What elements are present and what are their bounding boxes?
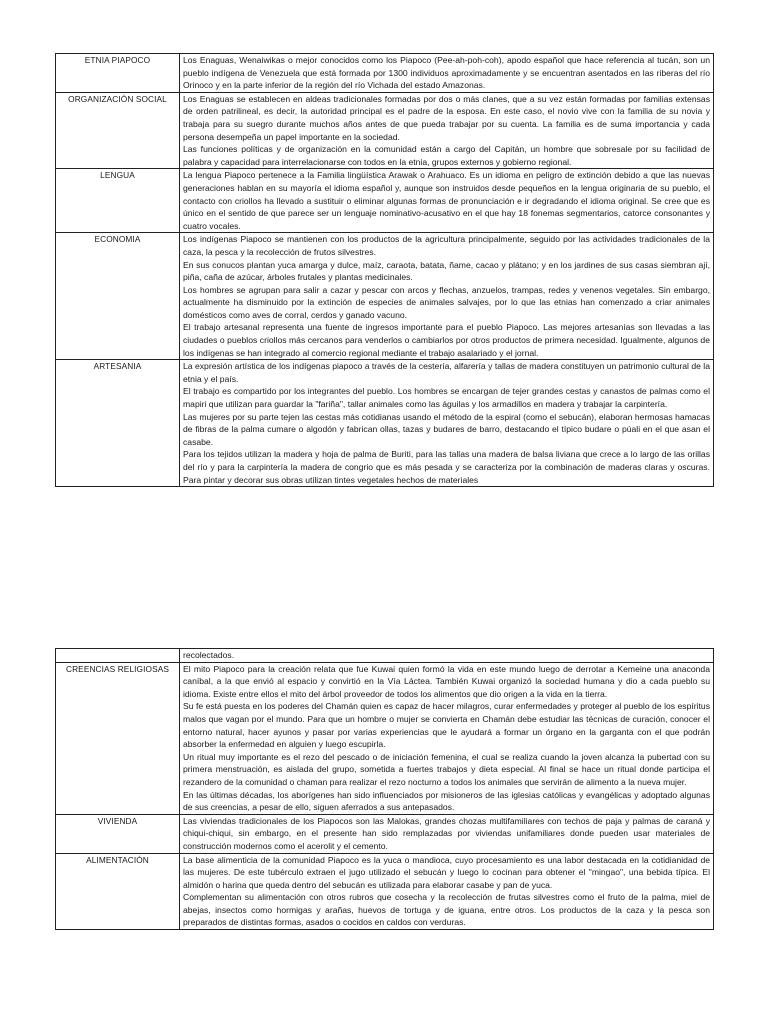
content-paragraph: Para los tejidos utilizan la madera y hoja de palma de Buriti, para las tallas una madera de balsa liviana que crece a lo largo de las orillas del río y para la carpintería la madera de congrio que es más pesada y se caracteriza por la combinación de maderas claras y oscuras. Para pintar y decorar sus obras utilizan tintes vegetales hechos de materiales	[183, 449, 710, 485]
row-label: CREENCIAS RELIGIOSAS	[56, 662, 180, 814]
content-paragraph: Las viviendas tradicionales de los Piapocos son las Malokas, grandes chozas multifamiliares con techos de paja y palmas de caraná y chiqui-chiqui, sin embargo, en el presente han sido remplazadas por viviendas unifamiliares donde pueden usar materiales de construcción modernos como el acerolit y el cemento.	[183, 815, 710, 851]
row-label: ALIMENTACIÓN	[56, 853, 180, 930]
content-paragraph: Los indígenas Piapoco se mantienen con los productos de la agricultura principalmente, seguido por las actividades tradicionales de la caza, la pesca y la recolección de frutos silvestres.	[183, 234, 710, 257]
content-paragraph: Un ritual muy importante es el rezo del pescado o de iniciación femenina, el cual se realiza cuando la joven alcanza la pubertad con su primera menstruación, es aislada del grupo, sometida a fuertes trabajos y dieta especial. Al final se hace un ritual donde participa el rezandero de la comunidad o chaman para realizar el rezo nocturno a todos los animales que servirán de alimento a la nueva mujer.	[183, 751, 710, 787]
row-label: ARTESANIA	[56, 360, 180, 487]
content-paragraph: Las mujeres por su parte tejen las cestas más cotidianas usando el método de la espiral (como el sebucán), elaboran hermosas hamacas de fibras de la palma cumare o algodón y fabrican ollas, tazas y budares de barro, destacando el típico budare o púali en el que asan el casabe.	[183, 411, 710, 447]
page1-table	[55, 53, 714, 487]
content-paragraph: En sus conucos plantan yuca amarga y dulce, maíz, caraota, batata, ñame, cacao y plátano; y en los jardines de sus casas siembran ají, piña, caña de azúcar, árboles frutales y plantas medicinales.	[183, 259, 710, 283]
row-content	[180, 814, 714, 853]
table-row-alimentacion	[56, 853, 714, 930]
row-content	[180, 853, 714, 930]
content-paragraph: recolectados.	[183, 650, 235, 660]
row-content	[180, 92, 714, 169]
row-label: ECONOMIA	[56, 233, 180, 360]
content-paragraph: En las últimas décadas, los aborígenes han sido influenciados por misioneros de las iglesias católicas y evangélicas y adoptado algunas de sus creencias, a pesar de ello, siguen aferrados a sus antepasados.	[183, 789, 710, 813]
content-paragraph: Las funciones políticas y de organización en la comunidad están a cargo del Capitán, un hombre que sobresale por su facilidad de palabra y capacidad para interrelacionarse con todos en la etnia, grupos externos y gobierno regional.	[183, 144, 710, 167]
content-paragraph: La lengua Piapoco pertenece a la Familia lingüística Arawak o Arahuaco. Es un idioma en peligro de extinción debido a que las nuevas generaciones hablan en su mayoría el idioma español y, aunque son instruidos desde pequeños en la lengua originaria de su pueblo, el contacto con criollos ha llevado a sustituir o eliminar algunas formas de pronunciación e ir degradando el idioma original. Se cree que es único en el sentido de que parece ser un lenguaje nominativo-acusativo en el que hay 18 fonemas segmentarios, catorce consonantes y cuatro vocales.	[183, 170, 710, 231]
row-content	[180, 54, 714, 93]
row-label: ORGANIZACIÓN SOCIAL	[56, 92, 180, 169]
row-label: LENGUA	[56, 169, 180, 233]
table-row-vivienda	[56, 814, 714, 853]
table-row-creencias-religiosas	[56, 662, 714, 814]
table-row-continuation	[56, 649, 714, 663]
page2-rows	[56, 649, 714, 930]
content-paragraph: El mito Piapoco para la creación relata que fue Kuwai quien formó la vida en este mundo luego de derrotar a Kemeine una anaconda caníbal, a la que envió al espacio y convirtió en la Vía Láctea. También Kuwai organizó la sociedad humana y dio a cada pueblo su idioma. Existe entre ellos el mito del árbol proveedor de todos los alimentos que dio origen a la vida en la tierra.	[183, 663, 710, 699]
row-content	[180, 662, 714, 814]
content-paragraph: Su fe está puesta en los poderes del Chamán quien es capaz de hacer milagros, curar enfermedades y proteger al pueblo de los espíritus malos que vagan por el mundo. Para que un hombre o mujer se convierta en Chamán debe estudiar las técnicas de curación, conocer el entorno natural, hacer ayunos y pasar por varias experiencias que le ayudará a formar un órgano en la garganta con el que podrán absorber la enfermedad en alguien y luego escupirla.	[183, 701, 710, 750]
content-paragraph: Los Enaguas, Wenaiwikas o mejor conocidos como los Piapoco (Pee-ah-poh-coh), apodo español que hace referencia al tucán, son un pueblo indígena de Venezuela que está formada por 1300 individuos aproximadamente y se encuentran asentados en las riberas del río Orinoco y en la parte inferior de la región del río Vichada del estado Amazonas.	[183, 55, 710, 91]
table-row-artesania	[56, 360, 714, 487]
row-label: VIVIENDA	[56, 814, 180, 853]
row-label: ETNIA PIAPOCO	[56, 54, 180, 93]
content-paragraph: Los Enaguas se establecen en aldeas tradicionales formadas por dos o más clanes, que a su vez están formadas por familias extensas de orden patrilineal, es decir, la autoridad principal es el padre de la esposa. En este caso, el novio vive con la familia de su novia y trabaja para su suegro durante muchos años antes de que pueda trabajar por su cuenta. La familia es de suma importancia y cada persona desempeña un papel importante en la sociedad.	[183, 93, 710, 142]
table-row-organizacion-social	[56, 92, 714, 169]
content-paragraph: La expresión artística de los indígenas piapoco a través de la cestería, alfarería y tallas de madera constituyen un patrimonio cultural de la etnia y el país.	[183, 361, 710, 384]
page2-table	[55, 648, 714, 930]
row-content	[180, 233, 714, 360]
table-row-etnia-piapoco	[56, 54, 714, 93]
content-paragraph: El trabajo es compartido por los integrantes del pueblo. Los hombres se encargan de tejer grandes cestas y canastos de palmas como el mapiri que utilizan para guardar la "fariña", tallar animales como las águilas y los armadillos en madera y trabajar la carpintería.	[183, 386, 710, 410]
content-paragraph: La base alimenticia de la comunidad Piapoco es la yuca o mandioca, cuyo procesamiento es una labor destacada en la cotidianidad de las mujeres. De este tubérculo extraen el jugo utilizado el sebucán y luego lo cocinan para obtener el "mingao", una bebida típica. El almidón o harina que queda dentro del sebucán es utilizada para elaborar casabe y pan de yuca.	[183, 854, 710, 890]
page1-rows	[56, 54, 714, 487]
content-paragraph: El trabajo artesanal representa una fuente de ingresos importante para el pueblo Piapoco. Las mejores artesanías son llevadas a las ciudades o pueblos criollos más cercanos para venderlos o cambiarlos por otros productos de primera necesidad. Igualmente, algunos de los indígenas se han integrado al comercio regional mediante el trabajo asalariado y el jornal.	[183, 322, 710, 358]
row-content	[180, 360, 714, 487]
row-content	[180, 169, 714, 233]
table-row-lengua	[56, 169, 714, 233]
content-paragraph: Complementan su alimentación con otros rubros que cosecha y la recolección de frutas silvestres como el fruto de la palma, miel de abejas, insectos como hormigas y arañas, huevos de tortuga y de iguana, entre otros. Los productos de la caza y la pesca son preparados de distintas formas, asados o cocidos en caldos con verduras.	[183, 892, 710, 928]
table-row-economia	[56, 233, 714, 360]
row-content	[180, 649, 714, 663]
content-paragraph: Los hombres se agrupan para salir a cazar y pescar con arcos y flechas, anzuelos, trampas, redes y venenos vegetales. Sin embargo, actualmente ha disminuido por la extinción de especies de animales salvajes, por lo que las etnias han comenzado a criar animales domésticos como aves de corral, cerdos y ganado vacuno.	[183, 284, 710, 320]
row-label	[56, 649, 180, 663]
